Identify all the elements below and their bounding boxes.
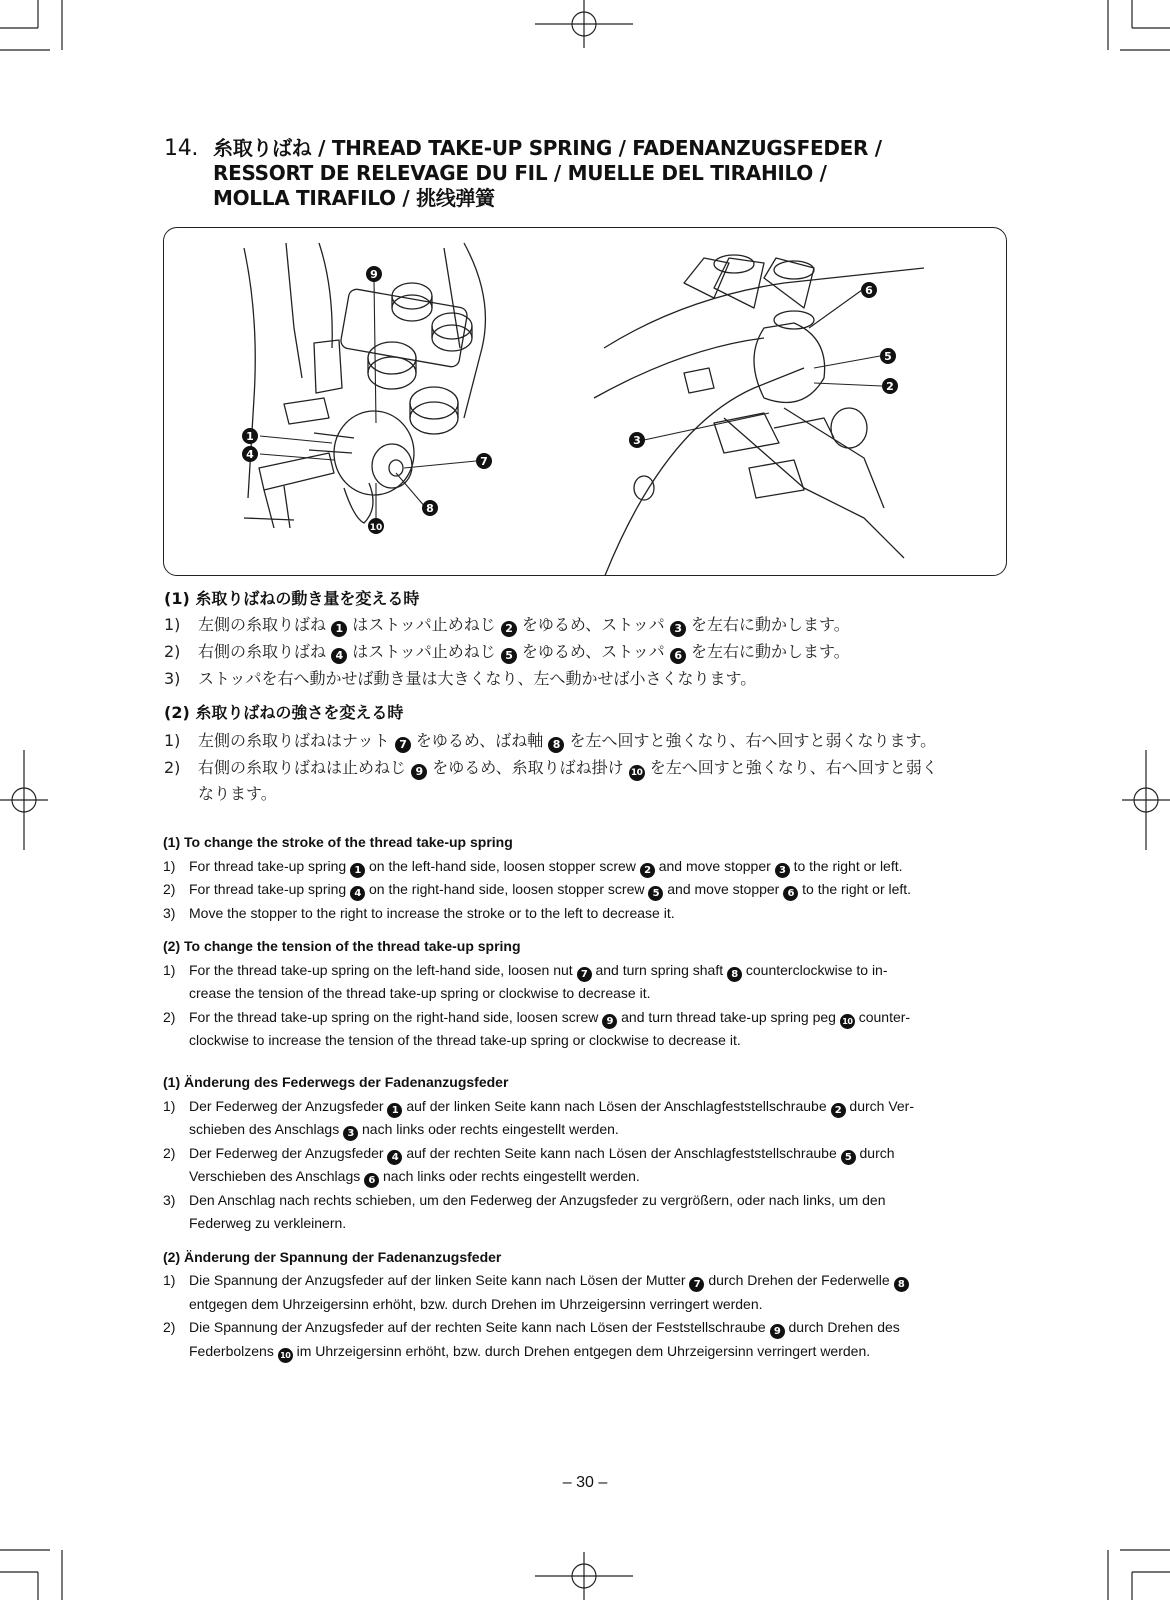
callout-4: 4 (246, 448, 254, 461)
page-number: – 30 – (562, 1474, 608, 1491)
callout-9: 9 (370, 268, 378, 281)
callout-10: 10 (369, 523, 383, 533)
ja-s1-item-2: 2) 右側の糸取りばね 4 はストッパ止めねじ 5 をゆるめ、ストッパ 6 を左右に動かします。 (164, 642, 850, 662)
callout-5: 5 (884, 350, 892, 363)
de-section-1-heading: (1) Änderung des Federwegs der Fadenanzugsfeder (163, 1074, 509, 1090)
de-s2-item-2: 2) Die Spannung der Anzugsfeder auf der rechten Seite kann nach Lösen der Feststellschraube 9 durch Drehen des Federbolzens 10 im Uhrzeigersinn erhöht, bzw. durch Drehen entgegen dem Uhrzeigersinn verringert werden. (163, 1316, 1003, 1363)
ja-s2-item-1: 1) 左側の糸取りばねはナット 7 をゆるめ、ばね軸 8 を左へ回すと強くなり、右へ回すと弱くなります。 (164, 731, 937, 751)
title-line-2: RESSORT DE RELEVAGE DU FIL / MUELLE DEL TIRAHILO / (213, 161, 827, 185)
thread-take-up-spring-illustration (163, 227, 1007, 576)
ja-s2-item-2: 2) 右側の糸取りばねは止めねじ 9 をゆるめ、糸取りばね掛け 10 を左へ回すと強くなり、右へ回すと弱く (164, 755, 938, 781)
callout-1: 1 (246, 430, 254, 443)
de-s1-item-3: 3) Den Anschlag nach rechts schieben, um den Federweg der Anzugsfeder zu vergrößern, oder nach links, um den Federweg zu verkleinern. (163, 1191, 886, 1231)
section-title (164, 136, 1064, 211)
callout-6: 6 (865, 284, 873, 297)
en-s1-item-1: 1) For thread take-up spring 1 on the left-hand side, loosen stopper screw 2 and move stopper 3 to the right or left. (163, 857, 903, 876)
en-s1-item-2: 2) For thread take-up spring 4 on the right-hand side, loosen stopper screw 5 and move stopper 6 to the right or left. (163, 881, 912, 899)
machine-drawing (164, 228, 1006, 575)
title-line-1: 糸取りばね / THREAD TAKE-UP SPRING / FADENANZUGSFEDER / (213, 136, 882, 160)
en-s2-item-1: 1) For the thread take-up spring on the left-hand side, loosen nut 7 and turn spring shaft 8 counterclockwise to in- crease the tension of the thread take-up spring or clockwise to decrease it. (163, 961, 888, 1001)
de-section-2-heading: (2) Änderung der Spannung der Fadenanzugsfeder (163, 1248, 502, 1265)
german-section (163, 1071, 1003, 1363)
ja-s1-item-3: 3) ストッパを右へ動かせば動き量は大きくなり、左へ動かせば小さくなります。 (164, 669, 757, 688)
title-line-3: MOLLA TIRAFILO / 挑线弹簧 (213, 186, 495, 210)
section-number: 14. (164, 136, 199, 161)
callout-8: 8 (426, 502, 434, 515)
en-s1-item-3: 3) Move the stopper to the right to increase the stroke or to the left to decrease it. (163, 904, 675, 921)
ja-s2-item-2-cont: なります。 (198, 784, 277, 803)
callout-2: 2 (886, 380, 894, 393)
en-section-1-heading: (1) To change the stroke of the thread take-up spring (163, 834, 513, 850)
ja-s1-item-1: 1) 左側の糸取りばね 1 はストッパ止めねじ 2 をゆるめ、ストッパ 3 を左右に動かします。 (164, 615, 850, 635)
ja-section-1-heading: (1) 糸取りばねの動き量を変える時 (164, 589, 420, 608)
callout-3: 3 (633, 434, 641, 447)
en-s2-item-2: 2) For the thread take-up spring on the right-hand side, loosen screw 9 and turn thread take-up spring peg 10 counter- clockwise to increase the tension of the thread take-up spring or clockwise to decrease it. (163, 1008, 911, 1048)
en-section-2-heading: (2) To change the tension of the thread take-up spring (163, 938, 521, 954)
ja-section-2-heading: (2) 糸取りばねの強さを変える時 (164, 703, 404, 722)
de-s1-item-2: 2) Der Federweg der Anzugsfeder 4 auf der rechten Seite kann nach Lösen der Anschlagfeststellschraube 5 durch Verschieben des Anschlags 6 nach links oder rechts eingestellt werden. (163, 1144, 895, 1186)
de-s1-item-1: 1) Der Federweg der Anzugsfeder 1 auf der linken Seite kann nach Lösen der Anschlagfeststellschraube 2 durch Ver- schieben des Anschlags 3 nach links oder rechts eingestellt werden. (163, 1097, 914, 1139)
de-s2-item-1: 1) Die Spannung der Anzugsfeder auf der linken Seite kann nach Lösen der Mutter 7 durch Drehen der Federwelle 8 entgegen dem Uhrzeigersinn erhöht, bzw. durch Drehen im Uhrzeigersinn verringert werden. (163, 1269, 1003, 1316)
callout-7: 7 (480, 455, 488, 468)
english-section (163, 831, 1003, 1053)
